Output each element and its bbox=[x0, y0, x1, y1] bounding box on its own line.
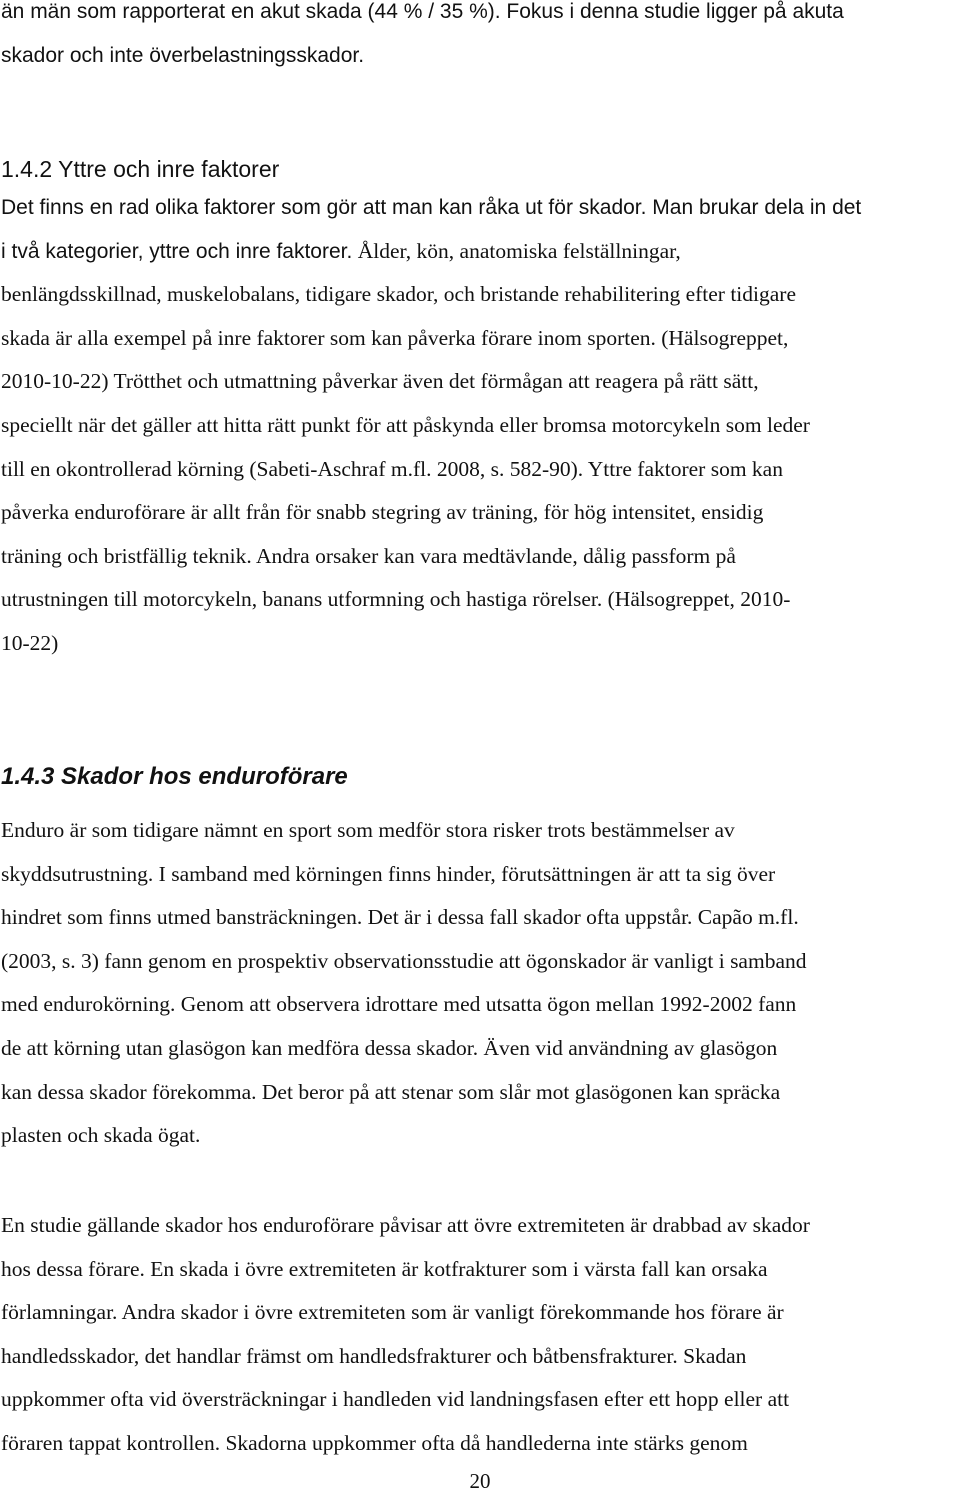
text-line: med endurokörning. Genom att observera idrottare med utsatta ögon mellan 1992-2002 fann bbox=[1, 992, 797, 1017]
text-line: (2003, s. 3) fann genom en prospektiv observationsstudie att ögonskador är vanligt i samband bbox=[1, 948, 807, 973]
text-line: träning och bristfällig teknik. Andra orsaker kan vara medtävlande, dålig passform på bbox=[1, 543, 736, 568]
text-line: de att körning utan glasögon kan medföra dessa skador. Även vid användning av glasögon bbox=[1, 1035, 778, 1060]
text-line: 2010-10-22) Trötthet och utmattning påverkar även det förmågan att reagera på rätt sätt, bbox=[1, 369, 759, 394]
text-line: skada är alla exempel på inre faktorer som kan påverka förare inom sporten. (Hälsogreppet, bbox=[1, 325, 789, 350]
text-line: skador och inte överbelastningsskador. bbox=[1, 43, 365, 67]
text-line: benlängdsskillnad, muskelobalans, tidigare skador, och bristande rehabilitering efter tidigare bbox=[1, 282, 796, 307]
text-line-tail: Ålder, kön, anatomiska felställningar, bbox=[352, 238, 681, 263]
paragraph-upper-extremity-study bbox=[1, 1204, 959, 1466]
section-heading-skador-hos-enduroforare: 1.4.3 Skador hos enduroförare bbox=[1, 763, 348, 790]
text-line: Det finns en rad olika faktorer som gör att man kan råka ut för skador. Man brukar dela in det bbox=[1, 196, 862, 219]
text-line: än män som rapporterat en akut skada (44 % / 35 %). Fokus i denna studie ligger på akuta bbox=[1, 0, 844, 23]
text-line: uppkommer ofta vid översträckningar i handleden vid landningsfasen efter ett hopp eller att bbox=[1, 1387, 790, 1412]
text-line: påverka enduroförare är allt från för snabb stegring av träning, för hög intensitet, ensidig bbox=[1, 500, 764, 525]
text-line: i två kategorier, yttre och inre faktorer. bbox=[1, 239, 353, 263]
paragraph-enduro-injuries bbox=[1, 809, 959, 1158]
paragraph-factors bbox=[1, 186, 959, 666]
text-line: utrustningen till motorcykeln, banans utformning och hastiga rörelser. (Hälsogreppet, 2010- bbox=[1, 587, 791, 612]
text-line: Enduro är som tidigare nämnt en sport som medför stora risker trots bestämmelser av bbox=[1, 818, 735, 842]
text-line: kan dessa skador förekomma. Det beror på att stenar som slår mot glasögonen kan spräcka bbox=[1, 1079, 781, 1104]
text-line: till en okontrollerad körning (Sabeti-Aschraf m.fl. 2008, s. 582-90). Yttre faktorer som kan bbox=[1, 456, 783, 481]
text-line: En studie gällande skador hos enduroförare påvisar att övre extremiteten är drabbad av skador bbox=[1, 1213, 810, 1237]
text-line: speciellt när det gäller att hitta rätt punkt för att påskynda eller bromsa motorcykeln som leder bbox=[1, 412, 810, 437]
text-line: hindret som finns utmed bansträckningen. Det är i dessa fall skador ofta uppstår. Capão m.fl. bbox=[1, 905, 799, 930]
section-heading-yttre-inre-faktorer: 1.4.2 Yttre och inre faktorer bbox=[1, 156, 280, 182]
text-line: hos dessa förare. En skada i övre extremiteten är kotfrakturer som i värsta fall kan orsaka bbox=[1, 1256, 768, 1281]
text-line: skyddsutrustning. I samband med körningen finns hinder, förutsättningen är att ta sig över bbox=[1, 861, 776, 886]
text-line: förlamningar. Andra skador i övre extremiteten som är vanligt förekommande hos förare är bbox=[1, 1300, 784, 1325]
text-line: plasten och skada ögat. bbox=[1, 1123, 201, 1148]
text-line: handledsskador, det handlar främst om handledsfrakturer och båtbensfrakturer. Skadan bbox=[1, 1343, 747, 1368]
paragraph-acute-injuries bbox=[1, 0, 959, 77]
page-number: 20 bbox=[469, 1469, 491, 1493]
text-line: 10-22) bbox=[1, 630, 59, 655]
text-line: föraren tappat kontrollen. Skadorna uppkommer ofta då handlederna inte stärks genom bbox=[1, 1430, 748, 1455]
